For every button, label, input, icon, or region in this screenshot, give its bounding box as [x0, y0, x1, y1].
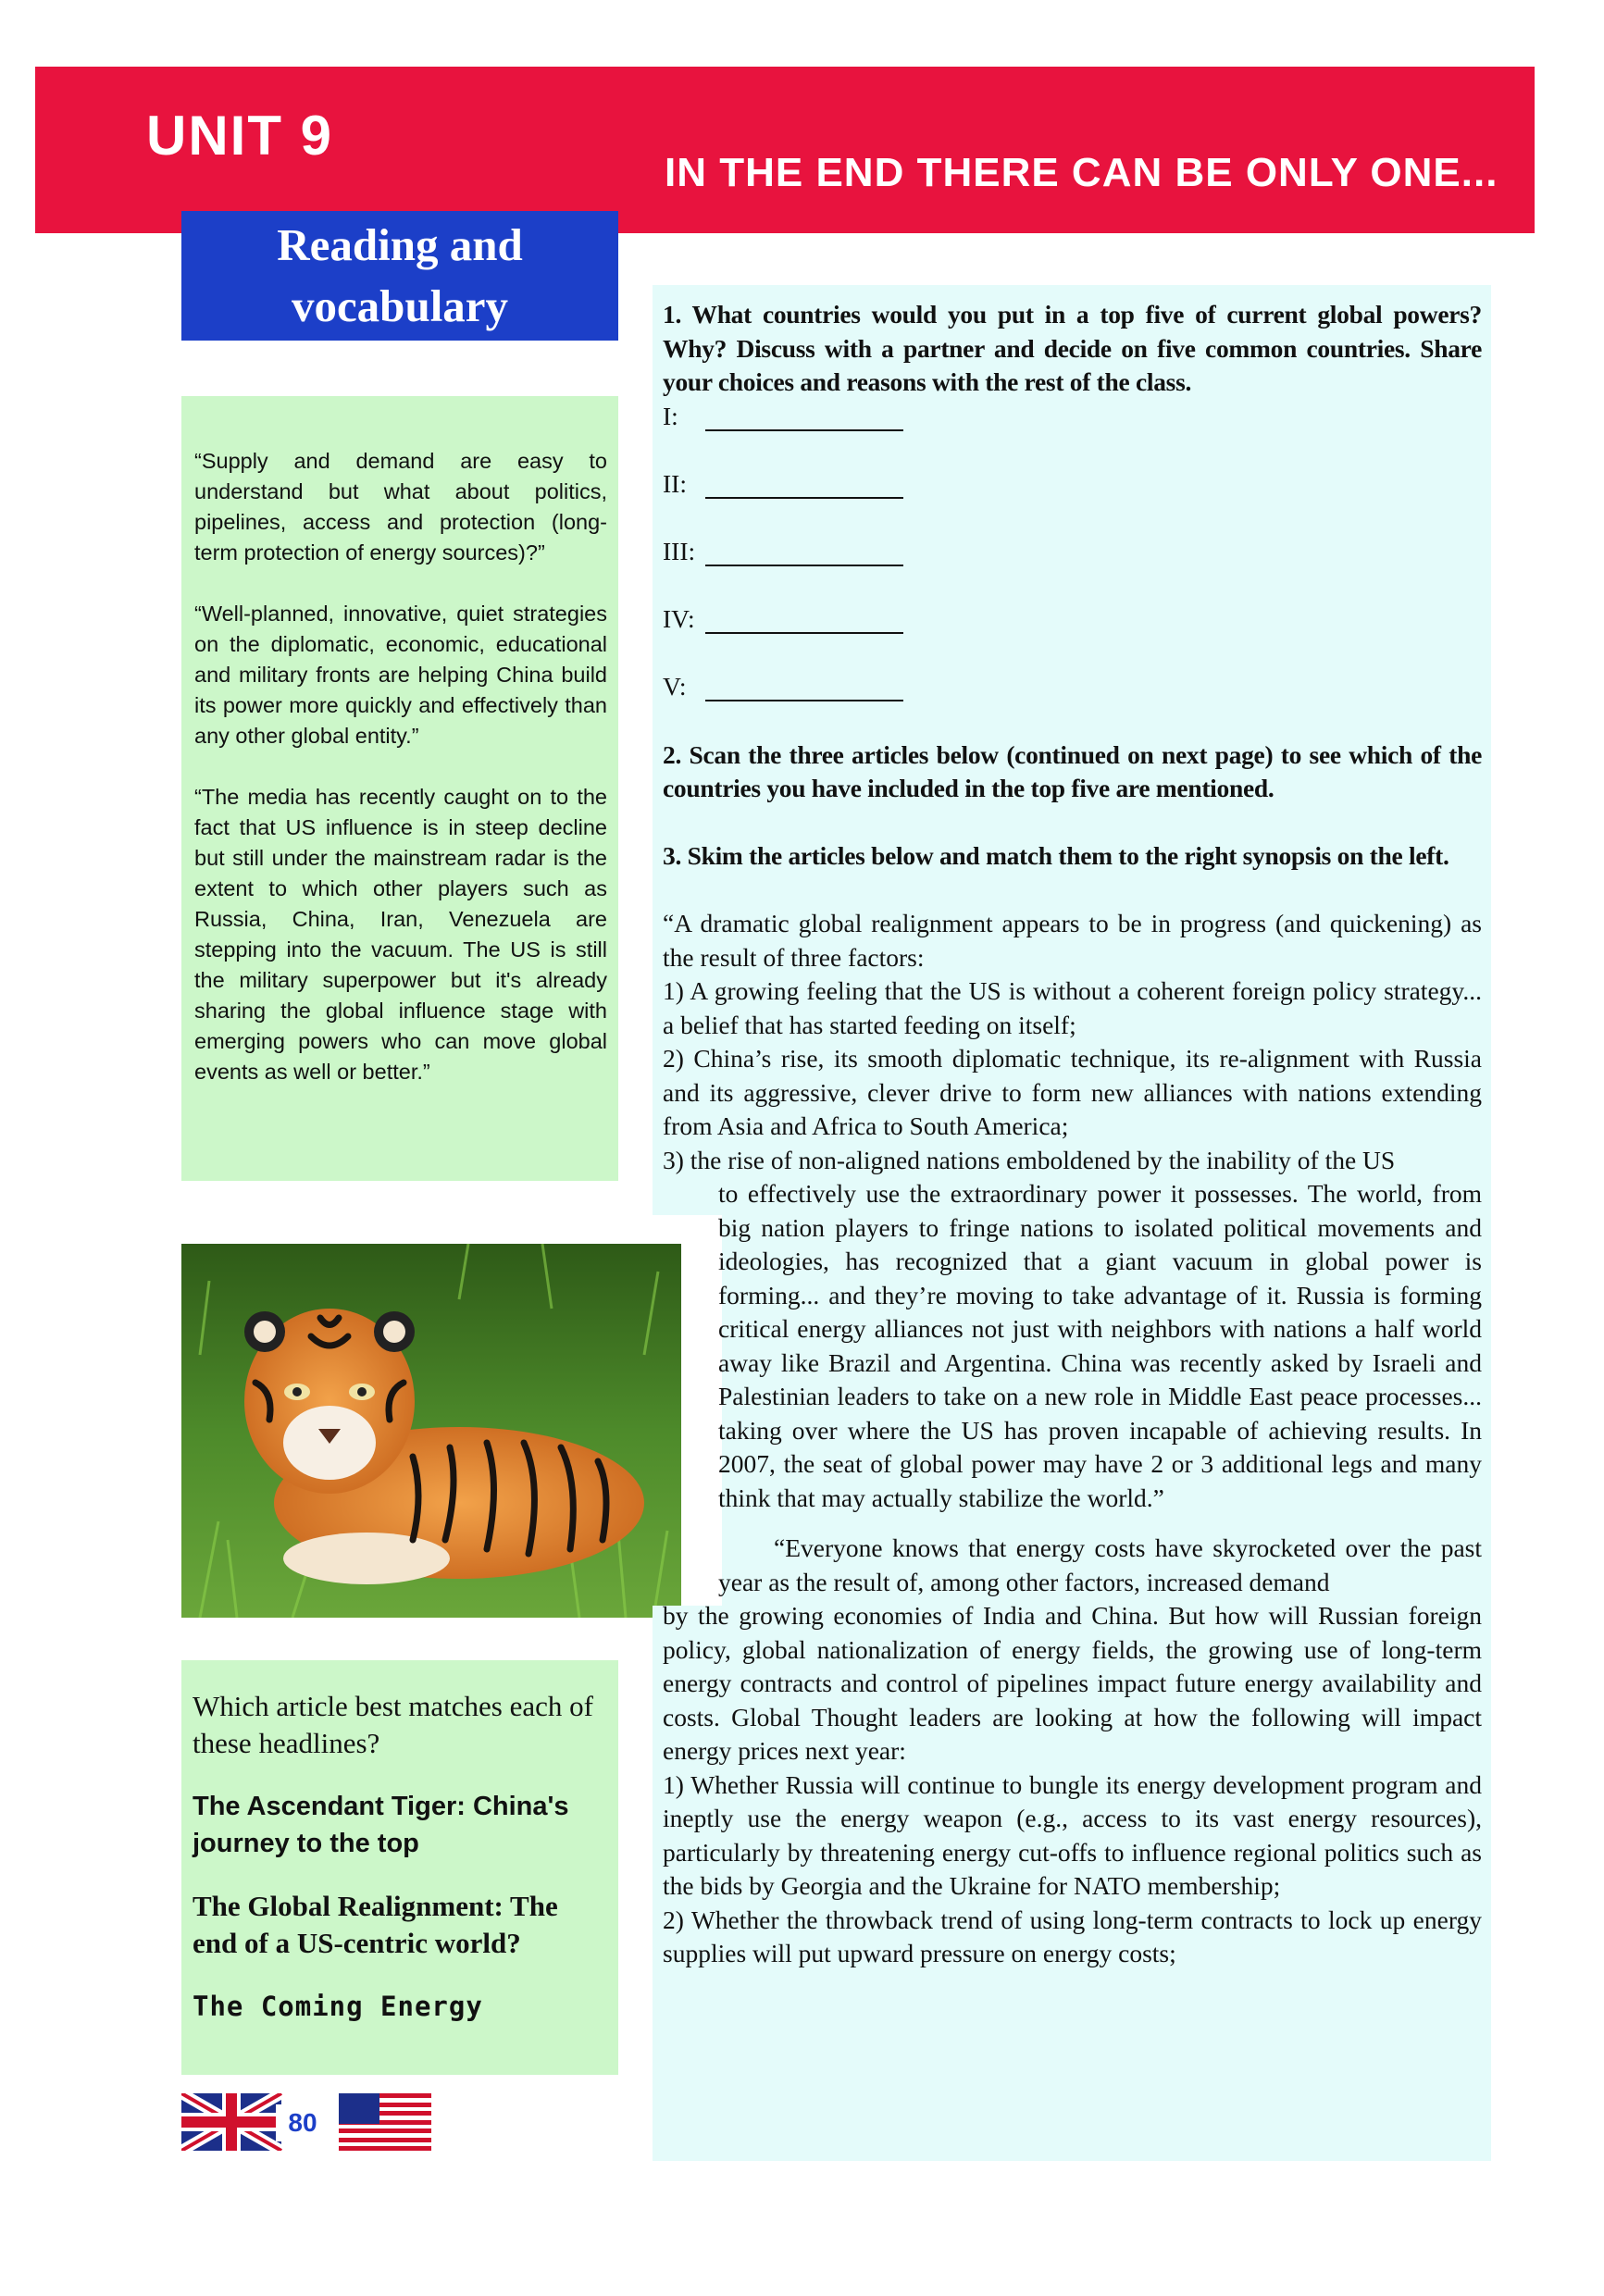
tiger-photo [181, 1244, 681, 1618]
question-2: 2. Scan the three articles below (continued on next page) to see which of the countries you have included in the top five are mentioned. [663, 739, 1482, 802]
quote-box [181, 396, 618, 1181]
article-2-point: 1) Whether Russia will continue to bungle its energy development program and ineptly use the energy weapon (e.g., access to its vast energy resources), particularly by threatening energy cut-offs to influence regional politics such as the bids by Georgia and the Ukraine for NATO membership; [663, 1769, 1482, 1900]
article-1-body: to effectively use the extraordinary power it possesses. The world, from big nation players to fringe nations to isolated political movements and ideologies, has recognized that a giant vacuum in global power is forming... and they’re moving to take advantage of it. Russia is forming critical energy alliances not just with neighbors with nations a half world away like Brazil and Argentina. China was recently asked by Israeli and Palestinian leaders to take on a new role in Middle East peace processes... taking over where the US has proven incapable of achieving results. In 2007, the seat of global power may have 2 or 3 additional legs and many think that may actually stabilize the world.” [718, 1179, 1482, 1512]
section-heading-line2: vocabulary [291, 280, 509, 331]
exercise-text [663, 298, 1482, 1971]
quote: “The media has recently caught on to the fact that US influence is in steep decline but still under the mainstream radar is the extent to which other players such as Russia, China, Iran, Venezuela are stepping into the vacuum. The US is still the military superpower but it's already sharing the global influence stage with emerging powers who can move global events as well or better.” [194, 785, 607, 1084]
page-footer [181, 2093, 431, 2151]
answer-line[interactable]: II: [663, 467, 1482, 535]
page-title: IN THE END THERE CAN BE ONLY ONE... [665, 150, 1498, 195]
article-2-body: by the growing economies of India and China. But how will Russian foreign policy, global nationalization of energy fields, the growing use of long-term energy contracts and control of pipelines impact future energy availability and costs. Global Thought leaders are looking at how the following will impact energy prices next year: [663, 1601, 1482, 1765]
headline-question: Which article best matches each of these headlines? [193, 1690, 593, 1759]
question-3: 3. Skim the articles below and match them to the right synopsis on the left. [663, 841, 1449, 870]
answer-line[interactable]: III: [663, 535, 1482, 602]
section-heading-line1: Reading and [277, 219, 523, 270]
headline-1: The Ascendant Tiger: China's journey to the top [193, 1792, 569, 1858]
section-heading [181, 211, 618, 341]
headline-3: The Coming Energy [193, 1991, 483, 2022]
headline-box [181, 1660, 618, 2075]
unit-title: UNIT 9 [146, 105, 334, 167]
page-number: 80 [276, 2104, 330, 2141]
question-1: 1. What countries would you put in a top five of current global powers? Why? Discuss with a partner and decide on five common countries. Share your choices and reasons with the rest of the class. [663, 300, 1482, 396]
answer-line[interactable]: V: [663, 670, 1482, 738]
article-1-point: 3) the rise of non-aligned nations emboldened by the inability of the US [663, 1145, 1396, 1174]
article-2-point: 2) Whether the throwback trend of using long-term contracts to lock up energy supplies will put upward pressure on energy costs; [663, 1905, 1482, 1967]
answer-line[interactable]: IV: [663, 602, 1482, 670]
headline-2: The Global Realignment: The end of a US-centric world? [193, 1890, 558, 1959]
article-1-point: 1) A growing feeling that the US is without a coherent foreign policy strategy... a belief that has started feeding on itself; [663, 976, 1482, 1039]
article-1-point: 2) China’s rise, its smooth diplomatic technique, its re-alignment with Russia and its aggressive, clever drive to form new alliances with nations extending from Asia and Africa to South America; [663, 1044, 1482, 1140]
article-1-intro: “A dramatic global realignment appears to be in progress (and quickening) as the result of three factors: [663, 909, 1482, 972]
article-2-intro: “Everyone knows that energy costs have skyrocketed over the past year as the result of, among other factors, increased demand [718, 1533, 1482, 1596]
answer-line[interactable]: I: [663, 400, 1482, 467]
quote: “Supply and demand are easy to understand but what about politics, pipelines, access and protection (long-term protection of energy sources)?” [194, 449, 607, 565]
quote: “Well-planned, innovative, quiet strategies on the diplomatic, economic, educational and military fronts are helping China build its power more quickly and effectively than any other global entity.” [194, 602, 607, 748]
tiger-illustration [181, 1244, 681, 1618]
